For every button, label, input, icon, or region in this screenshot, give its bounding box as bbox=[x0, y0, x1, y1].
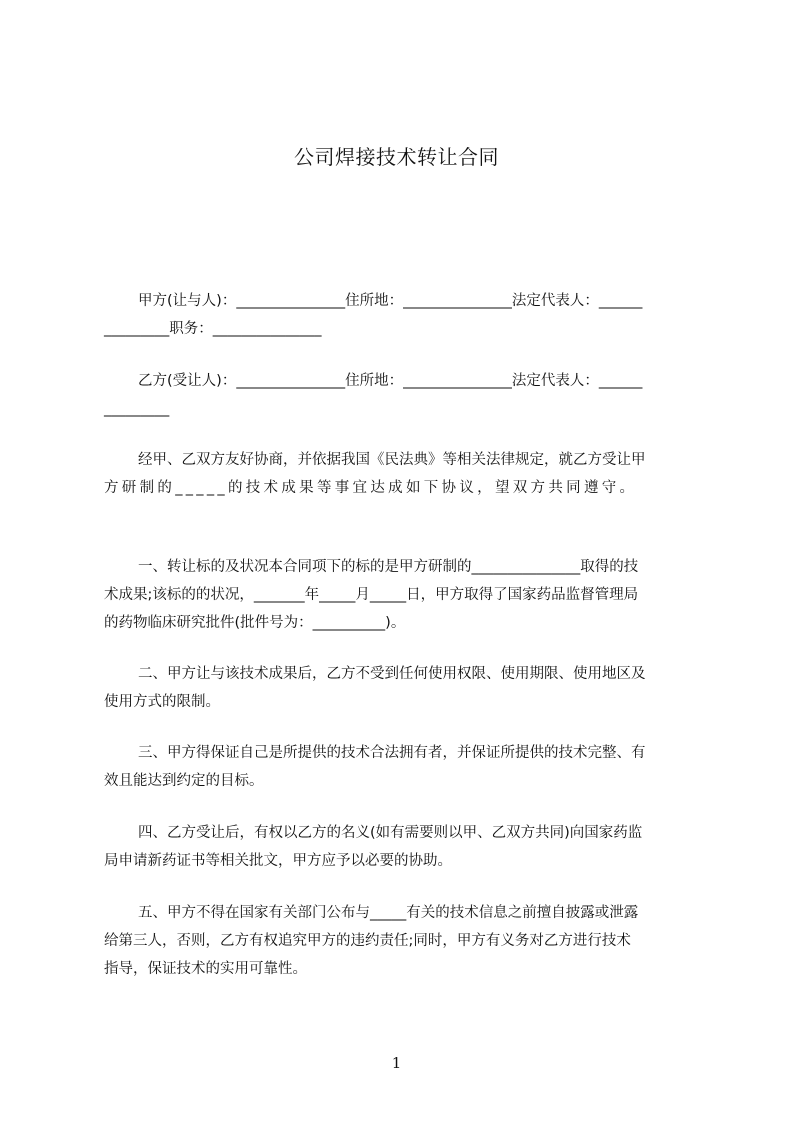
clause-4-line-1: 四、乙方受让后，有权以乙方的名义(如有需要则以甲、乙双方共同)向国家药监 bbox=[138, 825, 643, 841]
party-b-line-2: _________ bbox=[104, 401, 170, 417]
party-b-section bbox=[104, 367, 700, 423]
clause-4 bbox=[104, 819, 700, 875]
intro-paragraph bbox=[104, 446, 700, 502]
clause-5-line-1: 五、甲方不得在国家有关部门公布与_____有关的技术信息之前擅自披露或泄露 bbox=[138, 905, 639, 921]
clause-1-line-1: 一、转让标的及状况本合同项下的标的是甲方研制的_______________取得的技 bbox=[138, 559, 639, 575]
clause-5 bbox=[104, 899, 700, 983]
clause-3 bbox=[104, 739, 700, 795]
intro-line-2: 方研制的_____的技术成果等事宜达成如下协议，望双方共同遵守。 bbox=[104, 480, 638, 496]
page-number: 1 bbox=[391, 1054, 402, 1072]
clause-2-line-1: 二、甲方让与该技术成果后，乙方不受到任何使用权限、使用期限、使用地区及 bbox=[138, 666, 646, 682]
party-b-line-1: 乙方(受让人)：_______________住所地：_______________法定代表人：______ bbox=[138, 373, 643, 389]
clause-5-line-2: 给第三人，否则，乙方有权追究甲方的违约责任;同时，甲方有义务对乙方进行技术 bbox=[104, 933, 631, 949]
clause-2-line-2: 使用方式的限制。 bbox=[104, 694, 220, 710]
clause-1 bbox=[104, 553, 700, 637]
clause-4-line-2: 局申请新药证书等相关批文，甲方应予以必要的协助。 bbox=[104, 853, 452, 869]
clause-1-line-2: 术成果;该标的的状况，_______年_____月_____日，甲方取得了国家药品监督管理局 bbox=[104, 587, 639, 603]
page-title: 公司焊接技术转让合同 bbox=[294, 145, 499, 169]
clause-1-line-3: 的药物临床研究批件(批件号为：__________)。 bbox=[104, 615, 406, 631]
clause-3-line-2: 效且能达到约定的目标。 bbox=[104, 773, 264, 789]
party-a-line-1: 甲方(让与人)：_______________住所地：_______________法定代表人：______ bbox=[138, 293, 643, 309]
intro-line-1: 经甲、乙双方友好协商，并依据我国《民法典》等相关法律规定，就乙方受让甲 bbox=[138, 452, 646, 468]
clause-5-line-3: 指导，保证技术的实用可靠性。 bbox=[104, 961, 307, 977]
clause-2 bbox=[104, 660, 700, 716]
party-a-line-2: _________职务：_______________ bbox=[104, 321, 322, 337]
party-a-section bbox=[104, 287, 700, 343]
clause-3-line-1: 三、甲方得保证自己是所提供的技术合法拥有者，并保证所提供的技术完整、有 bbox=[138, 745, 646, 761]
